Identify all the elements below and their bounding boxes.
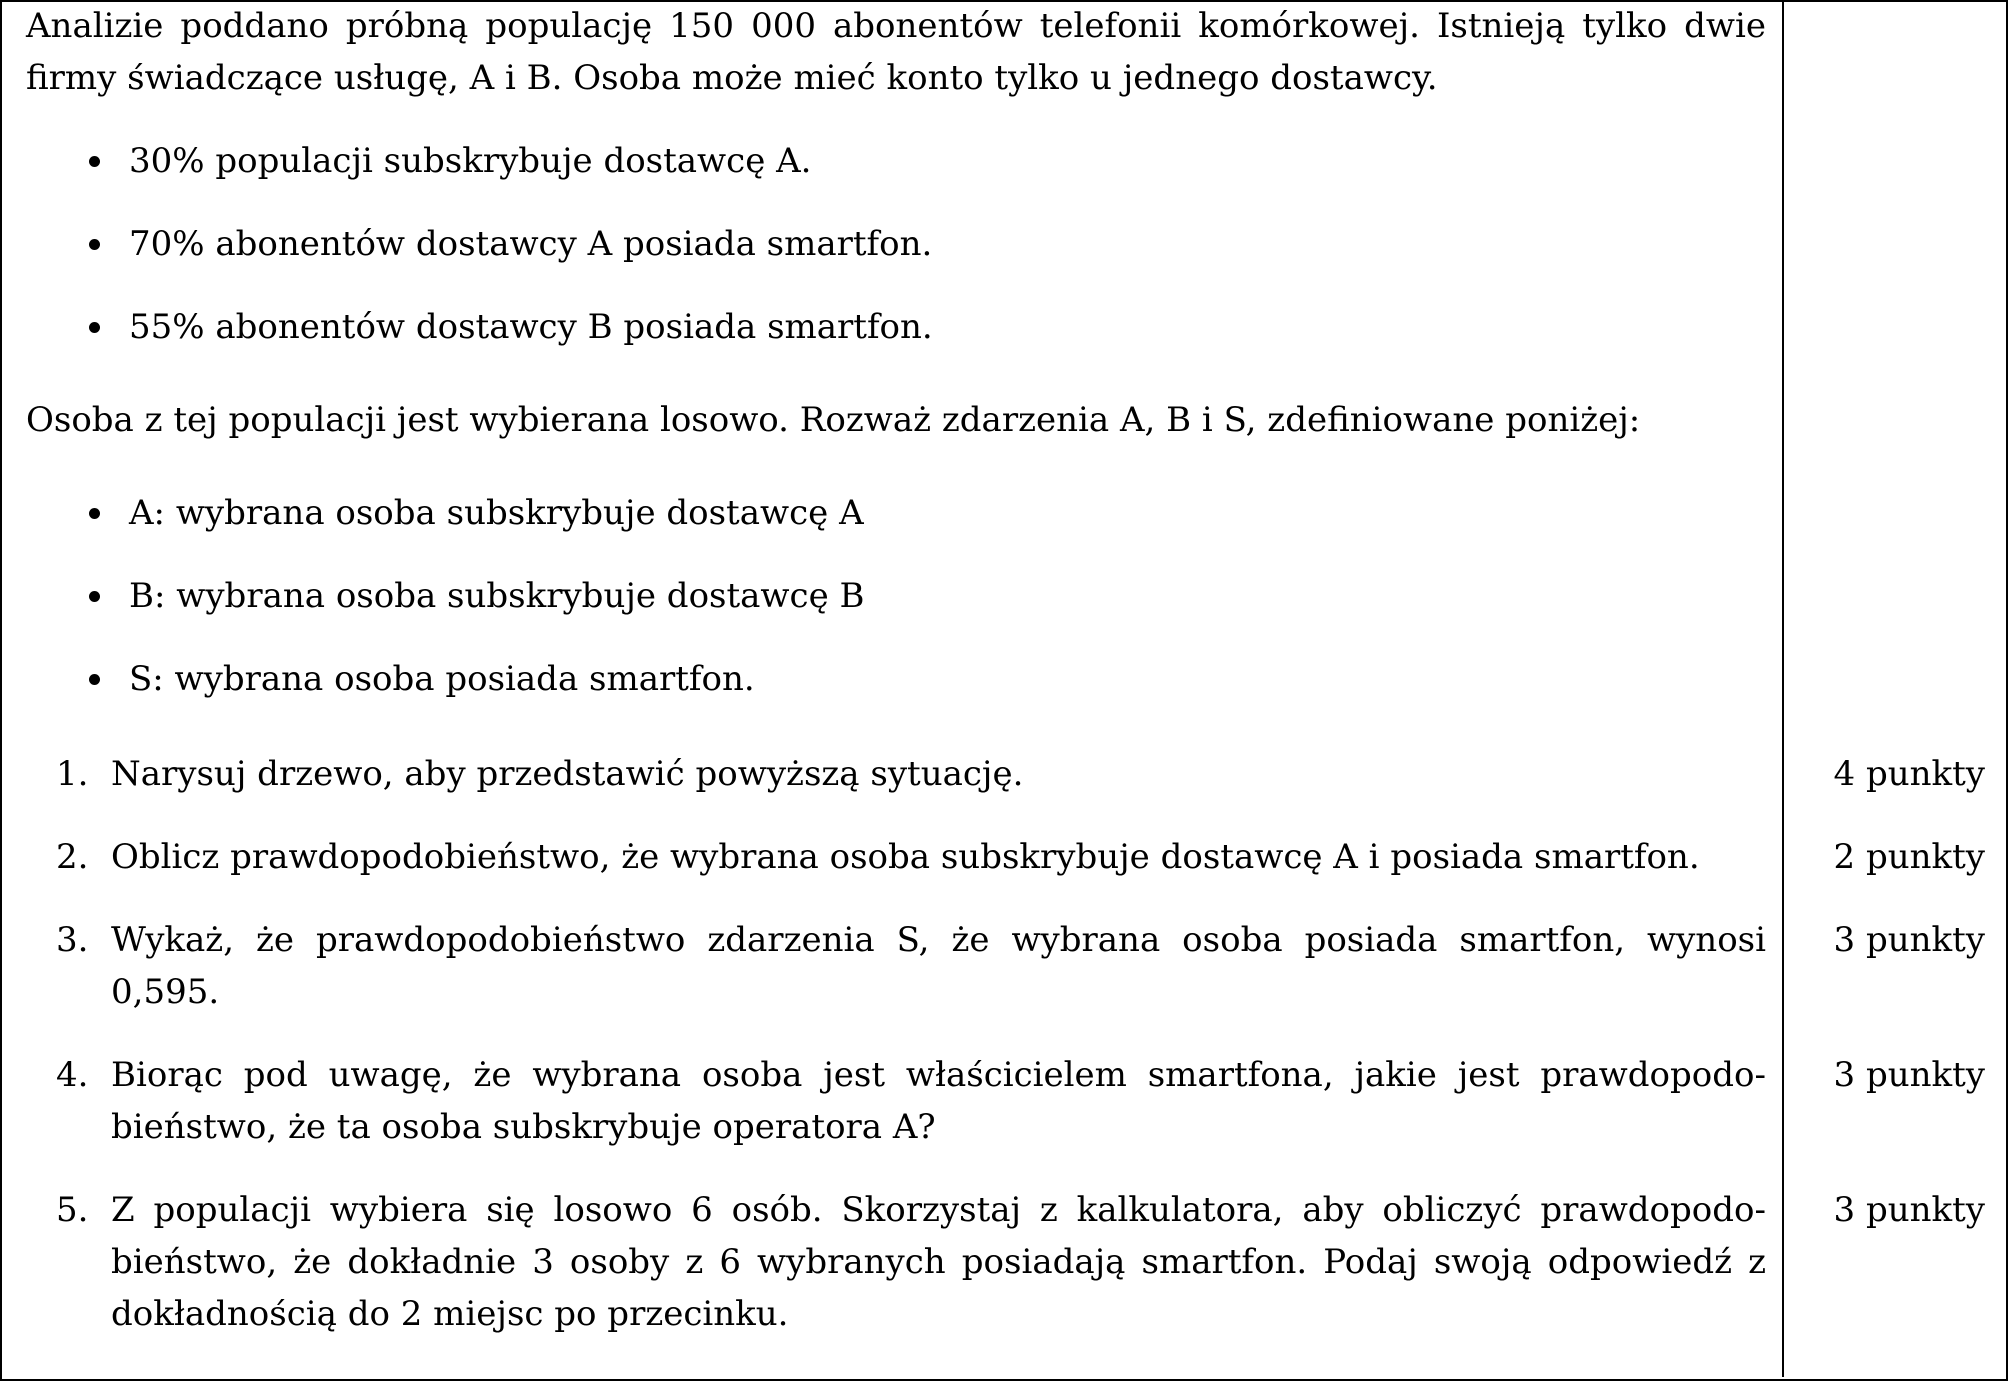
- fact-text: 30% populacji subskrybuje dostawcę A.: [129, 141, 812, 181]
- question-3-points: 3 punkty: [1833, 920, 1985, 960]
- questions-block: [26, 748, 1766, 1340]
- question-number: 1.: [56, 754, 89, 794]
- intro-paragraph: Analizie poddano próbną populację 150 000 abonentów telefonii komórkowej. Istnieją tylko dwie firmy świadczące usługę, A i B. Osoba może mieć konto tylko u jednego dostawcy.: [26, 6, 1766, 98]
- events-intro: Osoba z tej populacji jest wybierana losowo. Rozważ zdarzenia A, B i S, zdefiniowane poniżej:: [26, 400, 1641, 440]
- question-number: 4.: [56, 1055, 89, 1095]
- question-item: [26, 914, 1766, 1018]
- bullet-dot: [89, 674, 100, 685]
- question-4-points: 3 punkty: [1833, 1055, 1985, 1095]
- question-text: Z populacji wybiera się losowo 6 osób. Skorzystaj z kalkulatora, aby obliczyć prawdopodobieństwo, że dokładnie 3 osoby z 6 wybranych posiadają smartfon. Podaj swoją odpowiedź z dokładnością do 2 miejsc po przecinku.: [111, 1190, 1766, 1334]
- question-text: Biorąc pod uwagę, że wybrana osoba jest właścicielem smartfona, jakie jest prawdopodobieństwo, że ta osoba subskrybuje operatora A?: [111, 1055, 1766, 1147]
- bullet-dot: [89, 322, 100, 333]
- fact-text: 55% abonentów dostawcy B posiada smartfon.: [129, 307, 933, 347]
- events-list: [26, 487, 1766, 705]
- event-text: B: wybrana osoba subskrybuje dostawcę B: [129, 576, 865, 616]
- question-text: Oblicz prawdopodobieństwo, że wybrana osoba subskrybuje dostawcę A i posiada smartfon.: [111, 837, 1700, 877]
- fact-item: [26, 301, 1766, 353]
- question-number: 3.: [56, 920, 89, 960]
- bullet-dot: [89, 156, 100, 167]
- question-5-points: 3 punkty: [1833, 1190, 1985, 1230]
- event-text: A: wybrana osoba subskrybuje dostawcę A: [129, 493, 864, 533]
- bullet-dot: [89, 591, 100, 602]
- question-item: [26, 748, 1766, 800]
- question-number: 2.: [56, 837, 89, 877]
- exercise-content: [26, 0, 1766, 705]
- questions-list: [26, 748, 1766, 1340]
- question-text: Narysuj drzewo, aby przedstawić powyższą sytuację.: [111, 754, 1024, 794]
- question-text: Wykaż, że prawdopodobieństwo zdarzenia S, że wybrana osoba posiada smartfon, wynosi 0,595.: [111, 920, 1766, 1012]
- question-item: [26, 1184, 1766, 1340]
- fact-text: 70% abonentów dostawcy A posiada smartfon.: [129, 224, 933, 264]
- event-item: [26, 487, 1766, 539]
- event-item: [26, 653, 1766, 705]
- event-text: S: wybrana osoba posiada smartfon.: [129, 659, 755, 699]
- column-divider: [1782, 0, 1784, 1377]
- question-1-points: 4 punkty: [1833, 754, 1985, 794]
- question-item: [26, 1049, 1766, 1153]
- facts-list: [26, 135, 1766, 353]
- fact-item: [26, 135, 1766, 187]
- bullet-dot: [89, 239, 100, 250]
- question-item: [26, 831, 1766, 883]
- question-number: 5.: [56, 1190, 89, 1230]
- fact-item: [26, 218, 1766, 270]
- question-2-points: 2 punkty: [1833, 837, 1985, 877]
- event-item: [26, 570, 1766, 622]
- bullet-dot: [89, 508, 100, 519]
